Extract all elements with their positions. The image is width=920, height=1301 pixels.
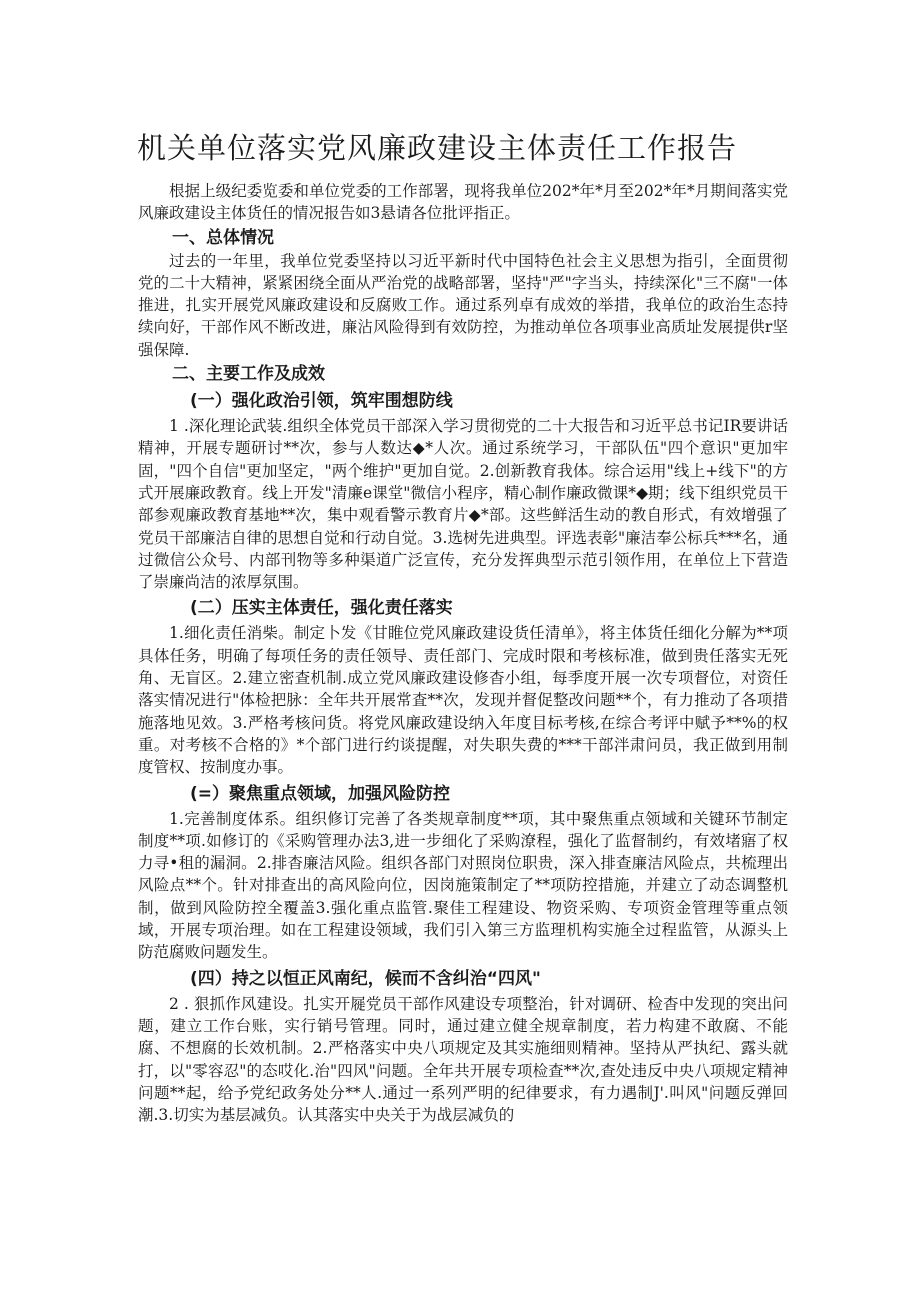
subsection-paragraph-3: 1.完善制度体系。组织修订完善了各类规章制度**项，其中聚焦重点领域和关键环节制定制度**项.如修订的《采购管理办法3,进一步细化了采购潦程，强化了监督制约，有效堵寤了权力寻•租的漏洞。2.排杳廉洁风险。组织各部门对照岗位职贵，深入排查廉洁风险点，共梳理出风险点**个。针对排查出的高风险向位，因岗施策制定了**项防控措施，并建立了动态调整机制，做到风险防控全覆盖3.强化重点监管.聚佳工程建设、物资采购、专项资金管理等重点领域，开展专项治理。如在工程建设领域，我们引入第三方监理机构实施全过程监管，从源头上防范腐败问题发生。: [138, 809, 788, 962]
overview-paragraph: 过去的一年里，我单位党委坚持以习近平新时代中国特色社会主义思想为指引，全面贯彻党的二十大精神，紧紧困绕全面从严治党的战略部署，坚持"严"字当头，持续深化"三不腐"一体推进，扎实开展党风廉政建设和反腐败工作。通过系列卓有成效的举措，我单位的政治生态持续向好，干部作风不断改进，廉沾风险得到有效防控，为推动单位各项事业高质址发展提供r坚强保障.: [138, 251, 788, 359]
section-heading-main-work: 二、主要工作及成效: [172, 364, 325, 385]
subsection-heading-2: (二）压实主体责任，强化责任落实: [190, 598, 453, 619]
subsection-heading-1: (一）强化政治引领，筑牢围想防线: [190, 391, 453, 412]
intro-paragraph: 根据上级纪委览委和单位党委的工作部署，现将我单位202*年*月至202*年*月期间落实党风廉政建设主体货任的情况报告如3悬请各位批评指正。: [138, 182, 788, 223]
document-body: [138, 180, 788, 1126]
subsection-heading-4: (四）持之以恒正风南纪，候而不含纠治“四风": [190, 968, 541, 989]
document-title: 机关单位落实党风廉政建设主体责任工作报告: [137, 131, 738, 165]
subsection-paragraph-4: 2 . 狠抓作风建设。扎实开屣党员干部作风建设专项整治，针对调研、检杳中发现的突出问题，建立工作台账，实行销号管理。同时，通过建立健全规章制度，若力构建不敢腐、不能腐、不想腐的长效机制。2.严格落实中央八项规定及其实施细则精神。坚持从严执纪、露头就打，以"零容忍"的态哎化.治"四风"问题。全年共开展专项检查**次,查处违反中央八项规定精神问题**起，给予党纪政务处分**人.通过一系列严明的纪律要求，有力遇制J'.叫风"问题反弹回潮.3.切实为基层减负。认其落实中央关于为战层减负的: [138, 994, 788, 1125]
subsection-paragraph-2: 1.细化责任消柴。制定卜发《甘睢位党风廉政建设货任清单》，将主体货任细化分解为**项具体任务，明确了每项任务的责任领导、责任部门、完成时限和考核标准，做到贵任落实无死角、无盲区。2.建立密查机制.成立党风廉政建设修杳小组，每季度开展一次专项督位，对资任落实情况进行"体检把脉：全年共开展常査**次，发现并督促整改问题**个，有力推动了各项措施落地见效。3.严格考核问货。将党风廉政建设纳入年度目标考核,在综合考评中赋予**%的权重。对考核不合格的》*个部门进行约谈提醒，对失职失费的***干部泮肃问员，我正做到用制度管权、按制度办事。: [138, 624, 788, 777]
subsection-paragraph-1: 1 .深化理论武装.组织全体党员干部深入学习贯彻党的二十大报告和习近平总书记IR要讲话精神，开展专题研讨**次，参与人数达◆*人次。通过系统学习，干部队伍"四个意识"更加牢固，"四个自信"更加坚定，"两个维护"更加自觉。2.创新教育我体。综合运用"线上+线下"的方式开展廉政教育。线上开发"清廉e课堂"微信小程序，精心制作廉政微课*◆期；线下组织党员干部参观廉政教育基地**次，集中观看警示教育片◆*部。这些鲜活生动的教自形式，有效增强了党员干部廉洁自律的思想自觉和行动自觉。3.选树先进典型。评选表彰"廉洁奉公标兵***名，通过微信公众号、内部刊物等多种渠道广泛宣传，充分发挥典型示范引领作用，在单位上下营造了崇廉尚洁的浓厚氛围。: [138, 417, 788, 592]
subsection-heading-3: (=）聚焦重点领域，加强风险防控: [190, 783, 451, 804]
section-heading-overview: 一、总体情况: [172, 227, 274, 248]
